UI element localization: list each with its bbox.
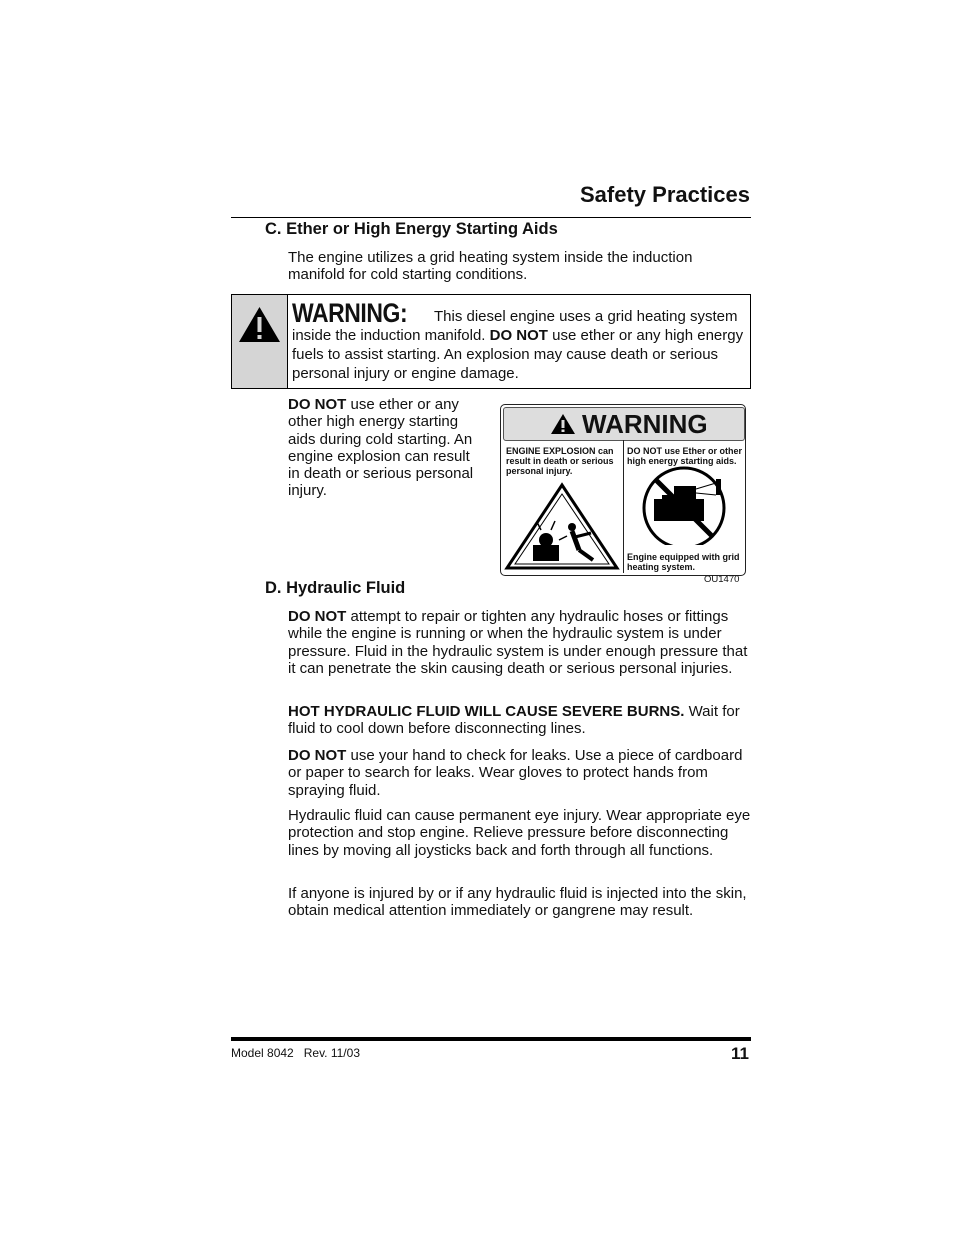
hydraulic-paragraph-5: If anyone is injured by or if any hydraulic fluid is injected into the skin, obtain medical attention immediately or gangrene may result. [288,885,747,920]
decal-right-panel [624,440,745,573]
section-c-heading: C. Ether or High Energy Starting Aids [265,220,558,238]
warning-body [292,298,744,383]
hydraulic-p1-text: attempt to repair or tighten any hydraulic hoses or fittings while the engine is running or when the hydraulic system is under pressure. Fluid in the hydraulic system is under enough pressure that it can penetrate the skin causing death or serious personal injuries. [288,608,748,677]
decal-right-bottom-text: Engine equipped with grid heating system. [627,552,740,572]
side-note [288,396,483,500]
section-d-heading: D. Hydraulic Fluid [265,579,406,597]
warning-bold: DO NOT [489,327,548,344]
warning-sidebar [232,295,288,388]
warning-decal [500,404,746,576]
page-title: Safety Practices [580,182,750,207]
hydraulic-paragraph-3 [288,747,751,799]
warning-box [231,294,751,389]
hydraulic-paragraph-4: Hydraulic fluid can cause permanent eye injury. Wear appropriate eye protection and stop engine. Relieve pressure before disconnecting lines by moving all joysticks back and forth through all functions. [288,807,751,859]
decal-banner [503,407,745,441]
footer-model [231,1046,360,1060]
side-note-bold: DO NOT [288,396,347,413]
hydraulic-paragraph-2 [288,703,751,738]
hydraulic-p1-bold: DO NOT [288,608,347,625]
decal-right-top-text: DO NOT use Ether or other high energy starting aids. [627,446,743,466]
footer-rule [231,1037,751,1041]
warning-triangle-icon [232,295,287,388]
revision: Rev. 11/03 [303,1046,360,1060]
header-rule [231,217,751,218]
section-c-intro: The engine utilizes a grid heating system inside the induction manifold for cold starting conditions. [288,249,693,284]
decal-left-panel [501,440,624,573]
no-ether-icon [624,465,745,545]
side-note-text: use ether or any other high energy starting aids during cold starting. An engine explosion can result in death or serious personal injury. [288,396,474,500]
hydraulic-p3-text: use your hand to check for leaks. Use a piece of cardboard or paper to search for leaks. Wear gloves to protect hands from spraying fluid. [288,747,743,799]
warning-text-1: This diesel engine uses a grid heating system inside the induction manifold. [292,308,738,344]
decal-warning-icon [550,412,576,436]
explosion-hazard-icon [501,480,623,572]
hydraulic-p2-text: Wait for fluid to cool down before disconnecting lines. [288,703,740,738]
hydraulic-p3-bold: DO NOT [288,747,347,764]
model-number: Model 8042 [231,1046,294,1060]
decal-banner-text: WARNING [582,409,708,439]
hydraulic-p2-bold: HOT HYDRAULIC FLUID WILL CAUSE SEVERE BURNS. [288,703,685,720]
warning-text-2: use ether or any high energy fuels to assist starting. An explosion may cause death or serious personal injury or engine damage. [292,327,744,382]
page-number: 11 [731,1044,749,1063]
warning-word: WARNING: [292,298,408,328]
figure-id: OU1470 [704,574,740,585]
hydraulic-paragraph-1 [288,608,751,677]
decal-left-text: ENGINE EXPLOSION can result in death or serious personal injury. [506,446,614,476]
